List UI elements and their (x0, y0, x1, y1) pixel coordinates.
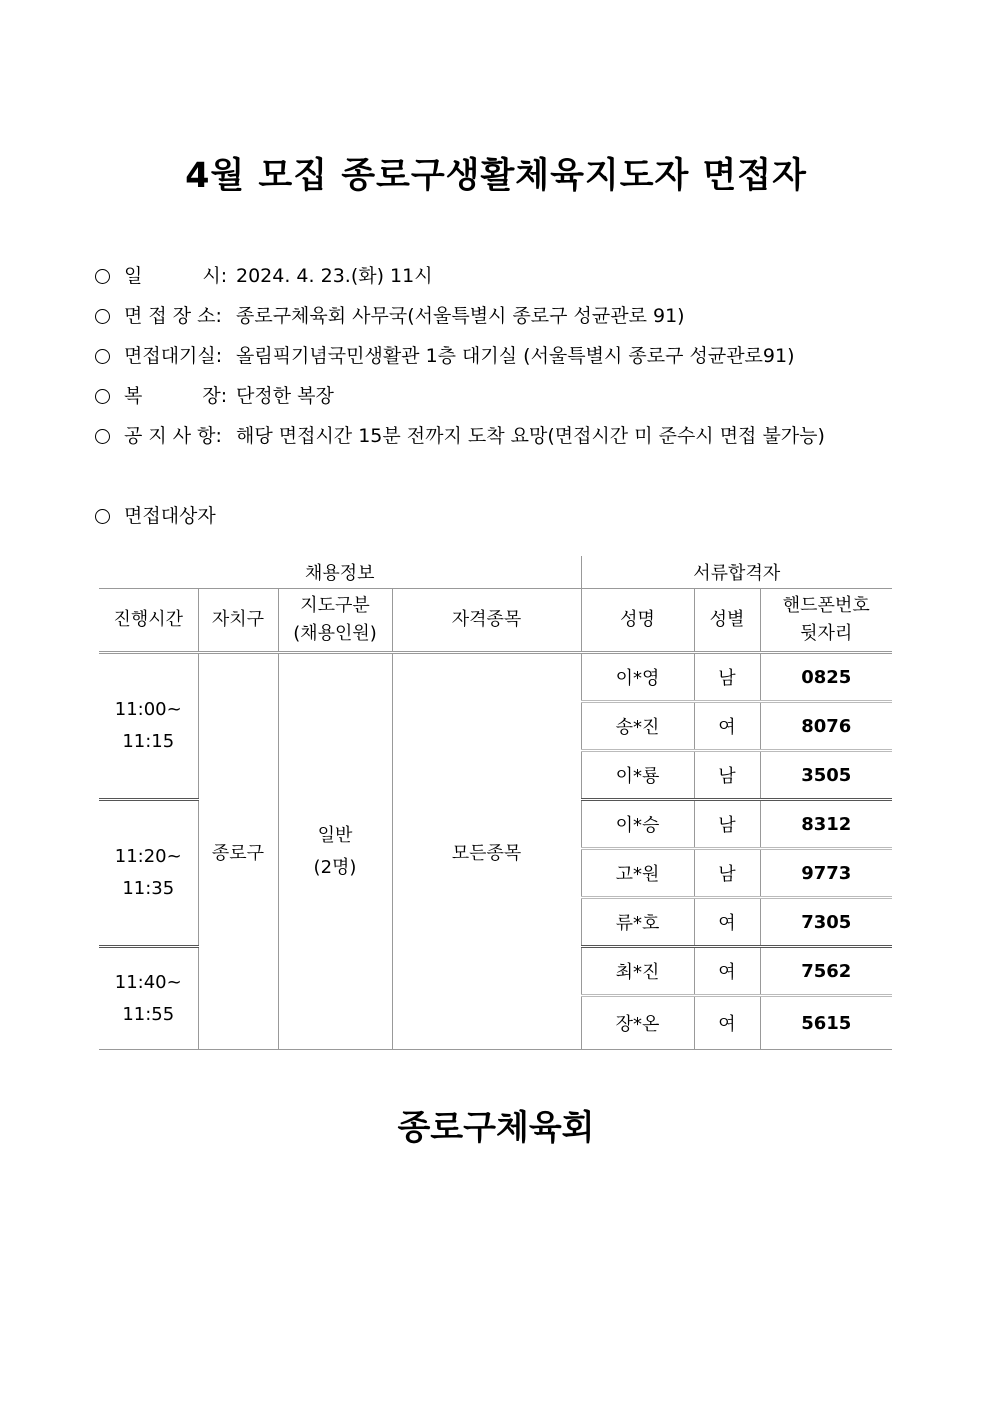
info-row-date (95, 256, 915, 296)
info-value: 종로구체육회 사무국(서울특별시 종로구 성균관로 91) (236, 305, 685, 327)
circle-bullet-icon (95, 349, 110, 364)
name-cell: 류*호 (581, 898, 694, 947)
name-cell: 장*온 (581, 996, 694, 1050)
interview-schedule-table (99, 556, 892, 1050)
info-list (95, 256, 915, 536)
name-cell: 최*진 (581, 947, 694, 996)
info-label: 면접대기실: (124, 345, 223, 367)
header-sport: 자격종목 (392, 589, 581, 653)
info-label: 면 접 장 소: (124, 305, 222, 327)
time-cell: 11:20~ 11:35 (99, 800, 198, 947)
gender-cell: 여 (694, 947, 760, 996)
table-group-header-row (99, 556, 892, 589)
name-cell: 송*진 (581, 702, 694, 751)
group-header-recruit: 채용정보 (99, 556, 581, 589)
gender-cell: 남 (694, 653, 760, 702)
table-header-row (99, 589, 892, 653)
page-title: 4월 모집 종로구생활체육지도자 면접자 (185, 156, 807, 196)
circle-bullet-icon (95, 509, 110, 524)
info-label: 공 지 사 항: (124, 425, 222, 447)
time-cell: 11:40~ 11:55 (99, 947, 198, 1050)
sport-cell: 모든종목 (392, 653, 581, 1050)
circle-bullet-icon (95, 269, 110, 284)
name-cell: 이*룡 (581, 751, 694, 800)
header-type: 지도구분 (채용인원) (278, 589, 392, 653)
group-header-passed: 서류합격자 (581, 556, 892, 589)
gender-cell: 여 (694, 702, 760, 751)
gender-cell: 여 (694, 996, 760, 1050)
name-cell: 이*영 (581, 653, 694, 702)
phone-cell: 8312 (760, 800, 892, 849)
header-gender: 성별 (694, 589, 760, 653)
phone-cell: 7562 (760, 947, 892, 996)
info-row-notice (95, 416, 915, 456)
organization-footer: 종로구체육회 (397, 1108, 595, 1148)
type-cell: 일반 (2명) (278, 653, 392, 1050)
circle-bullet-icon (95, 389, 110, 404)
header-district: 자치구 (198, 589, 278, 653)
phone-cell: 9773 (760, 849, 892, 898)
gender-cell: 남 (694, 800, 760, 849)
time-cell: 11:00~ 11:15 (99, 653, 198, 800)
header-name: 성명 (581, 589, 694, 653)
gender-cell: 남 (694, 849, 760, 898)
phone-cell: 0825 (760, 653, 892, 702)
info-value: 2024. 4. 23.(화) 11시 (236, 265, 433, 287)
phone-cell: 5615 (760, 996, 892, 1050)
circle-bullet-icon (95, 429, 110, 444)
info-value: 해당 면접시간 15분 전까지 도착 요망(면접시간 미 준수시 면접 불가능) (236, 425, 825, 447)
info-label: 일 시: (124, 265, 228, 287)
gender-cell: 여 (694, 898, 760, 947)
name-cell: 고*원 (581, 849, 694, 898)
target-label: 면접대상자 (124, 505, 216, 527)
district-cell: 종로구 (198, 653, 278, 1050)
name-cell: 이*승 (581, 800, 694, 849)
header-phone: 핸드폰번호 뒷자리 (760, 589, 892, 653)
info-row-place (95, 296, 915, 336)
info-row-target (95, 496, 915, 536)
info-label: 복 장: (124, 385, 228, 407)
info-value: 단정한 복장 (236, 385, 334, 407)
gender-cell: 남 (694, 751, 760, 800)
info-row-dress (95, 376, 915, 416)
table-row (99, 653, 892, 702)
phone-cell: 3505 (760, 751, 892, 800)
circle-bullet-icon (95, 309, 110, 324)
phone-cell: 7305 (760, 898, 892, 947)
phone-cell: 8076 (760, 702, 892, 751)
header-time: 진행시간 (99, 589, 198, 653)
info-row-waiting-room (95, 336, 915, 376)
info-value: 올림픽기념국민생활관 1층 대기실 (서울특별시 종로구 성균관로91) (236, 345, 795, 367)
